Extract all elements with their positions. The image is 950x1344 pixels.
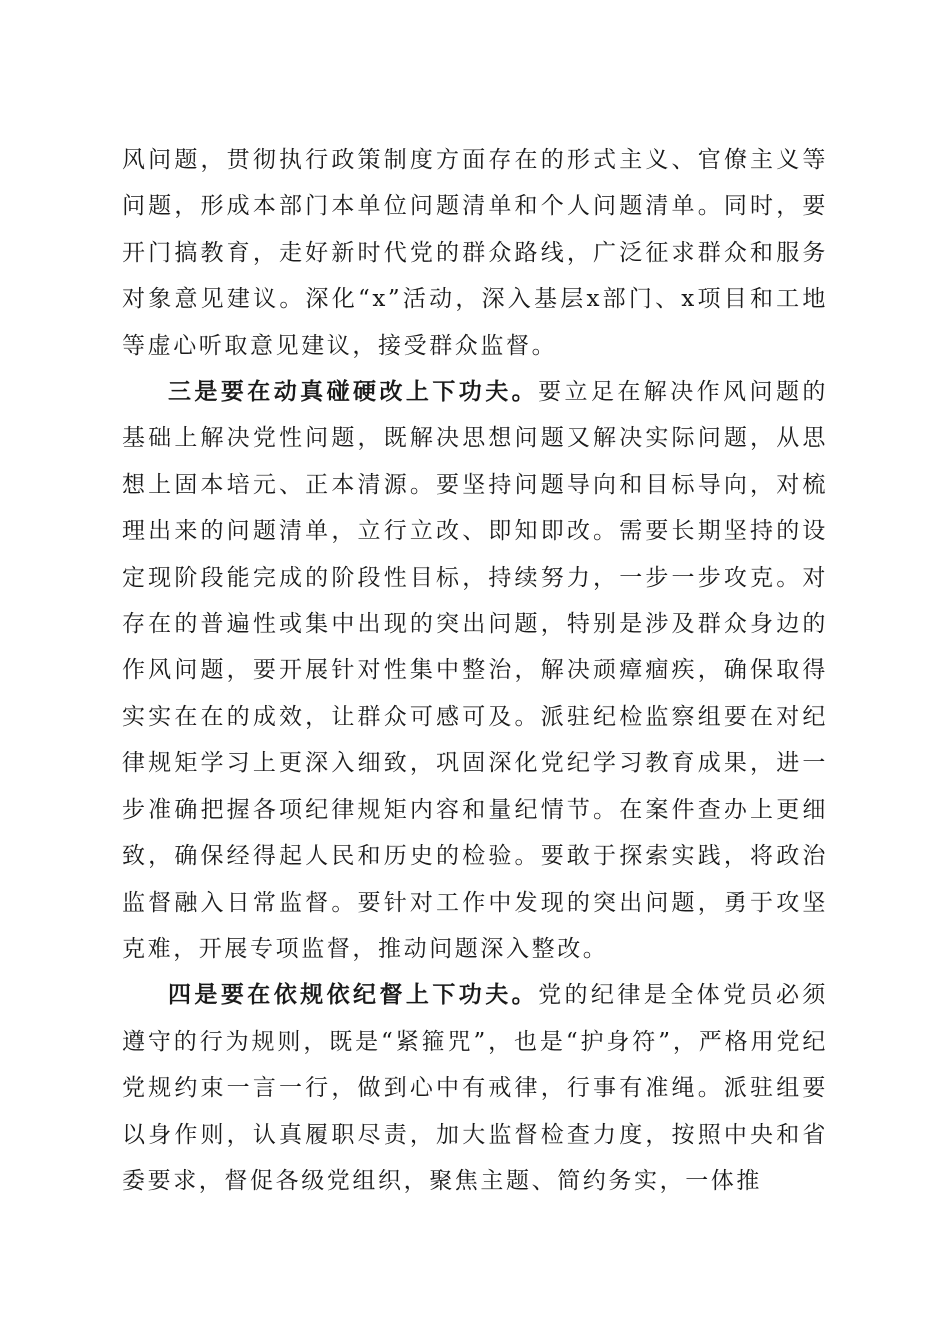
paragraph-text: 风问题，贯彻执行政策制度方面存在的形式主义、官僚主义等问题，形成本部门本单位问题清单和个人问题清单。同时，要开门搞教育，走好新时代党的群众路线，广泛征求群众和服务对象意见建议。深化“x”活动，深入基层x部门、x项目和工地等虚心听取意见建议，接受群众监督。 xyxy=(122,147,828,359)
paragraph-text: 党的纪律是全体党员必须遵守的行为规则，既是“紧箍咒”，也是“护身符”，严格用党纪党规约束一言一行，做到心中有戒律，行事有准绳。派驻组要以身作则，认真履职尽责，加大监督检查力度，按照中央和省委要求，督促各级党组织，聚焦主题、简约务实，一体推 xyxy=(122,982,828,1194)
paragraph-three xyxy=(122,369,828,972)
paragraph-text: 要立足在解决作风问题的基础上解决党性问题，既解决思想问题又解决实际问题，从思想上固本培元、正本清源。要坚持问题导向和目标导向，对梳理出来的问题清单，立行立改、即知即改。需要长期坚持的设定现阶段能完成的阶段性目标，持续努力，一步一步攻克。对存在的普遍性或集中出现的突出问题，特别是涉及群众身边的作风问题，要开展针对性集中整治，解决顽瘴痼疾，确保取得实实在在的成效，让群众可感可及。派驻纪检监察组要在对纪律规矩学习上更深入细致，巩固深化党纪学习教育成果，进一步准确把握各项纪律规矩内容和量纪情节。在案件查办上更细致，确保经得起人民和历史的检验。要敢于探索实践，将政治监督融入日常监督。要针对工作中发现的突出问题，勇于攻坚克难，开展专项监督，推动问题深入整改。 xyxy=(122,379,828,962)
paragraph-four xyxy=(122,972,828,1204)
paragraph-continuation xyxy=(122,137,828,369)
document-body xyxy=(122,137,828,1204)
paragraph-lead: 四是要在依规依纪督上下功夫。 xyxy=(168,981,539,1009)
paragraph-lead: 三是要在动真碰硬改上下功夫。 xyxy=(168,378,539,406)
